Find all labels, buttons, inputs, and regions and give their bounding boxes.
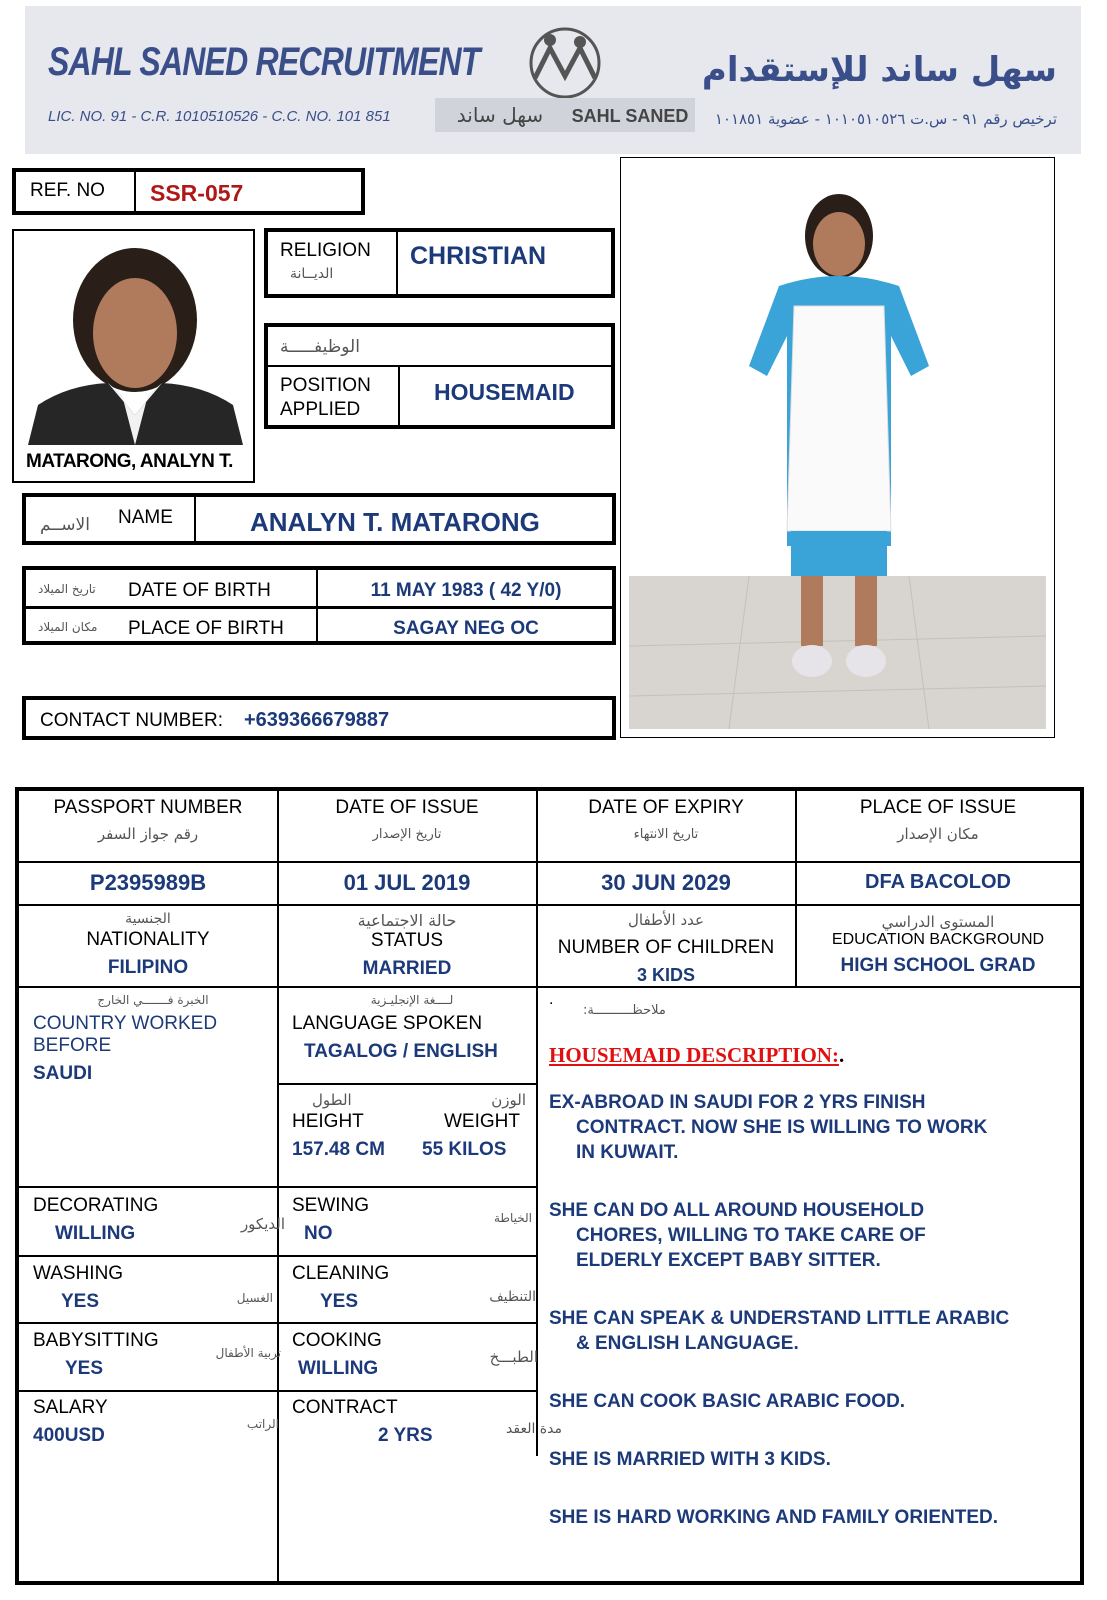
- license-info: LIC. NO. 91 - C.R. 1010510526 - C.C. NO. 101 851: [48, 108, 391, 125]
- name-label: NAME: [118, 507, 173, 528]
- dob-value: 11 MAY 1983 ( 42 Y/0): [370, 580, 562, 601]
- passport-number-header: PASSPORT NUMBER رقم جواز السفر: [53, 797, 243, 843]
- portrait-photo: [28, 245, 243, 445]
- religion-label-arabic: الديــانة: [290, 266, 334, 282]
- ref-number-box: [12, 168, 365, 215]
- date-of-issue-value: 01 JUL 2019: [343, 870, 471, 895]
- company-name: SAHL SANED RECRUITMENT: [48, 40, 480, 84]
- cooking-cell: COOKING WILLING الطبـــخ: [292, 1330, 538, 1379]
- description-item: SHE CAN COOK BASIC ARABIC FOOD.: [549, 1391, 906, 1412]
- nationality-cell: الجنسية NATIONALITY FILIPINO: [86, 911, 210, 978]
- birth-info-box: [22, 566, 616, 645]
- divider: [134, 168, 136, 215]
- height-cell: الطول HEIGHT 157.48 CM: [292, 1091, 385, 1160]
- contact-value: +639366679887: [244, 709, 390, 731]
- logo-text-arabic: سهل ساند: [456, 103, 544, 127]
- sewing-cell: SEWING NO الخياطة: [292, 1195, 532, 1244]
- dob-label-arabic: تاريخ الميلاد: [38, 582, 96, 596]
- description-item: SHE CAN DO ALL AROUND HOUSEHOLD CHORES, WILLING TO TAKE CARE OF ELDERLY EXCEPT BABY SITTER.: [549, 1200, 926, 1271]
- babysitting-cell: BABYSITTING YES تربية الأطفال: [33, 1330, 281, 1379]
- position-box: [264, 323, 615, 429]
- license-info-arabic: ترخيص رقم ٩١ - س.ت ١٠١٠٥١٠٥٢٦ - عضوية ١٠١٨٥١: [714, 110, 1057, 128]
- place-of-issue-value: DFA BACOLOD: [865, 871, 1011, 893]
- contract-cell: CONTRACT 2 YRS مدة العقد: [292, 1397, 562, 1446]
- washing-cell: WASHING YES الغسيل: [33, 1263, 273, 1312]
- date-of-expiry-header: DATE OF EXPIRY تاريخ الانتهاء: [588, 797, 744, 842]
- description-item: EX-ABROAD IN SAUDI FOR 2 YRS FINISH CONTRACT. NOW SHE IS WILLING TO WORK IN KUWAIT.: [549, 1092, 988, 1163]
- description-item: SHE IS MARRIED WITH 3 KIDS.: [549, 1449, 831, 1470]
- date-of-issue-header: DATE OF ISSUE تاريخ الإصدار: [335, 797, 479, 842]
- name-box: [22, 493, 616, 545]
- religion-box: [264, 228, 615, 298]
- position-value: HOUSEMAID: [434, 379, 575, 405]
- ref-label: REF. NO: [30, 180, 105, 201]
- passport-photo-frame: [12, 229, 255, 483]
- name-label-arabic: الاســم: [40, 515, 90, 535]
- company-logo: [425, 18, 705, 138]
- religion-value: CHRISTIAN: [410, 242, 547, 270]
- contact-box: [22, 696, 616, 740]
- company-name-arabic: سهل ساند للإستقدام: [701, 50, 1057, 90]
- description-list: [549, 1090, 1074, 1530]
- position-label: POSITION: [280, 375, 371, 396]
- description-item: SHE IS HARD WORKING AND FAMILY ORIENTED.: [549, 1507, 998, 1528]
- experience-cell: الخبرة فـــــــي الخارج COUNTRY WORKED BEFORE SAUDI: [33, 993, 218, 1084]
- date-of-expiry-value: 30 JUN 2029: [601, 870, 731, 895]
- decorating-cell: DECORATING WILLING الديكور: [33, 1195, 285, 1244]
- weight-cell: الوزن WEIGHT 55 KILOS: [422, 1091, 526, 1160]
- pob-label-arabic: مكان الميلاد: [38, 620, 98, 634]
- logo-text-english: SAHL SANED: [571, 106, 689, 126]
- description-title: HOUSEMAID DESCRIPTION:: [549, 1043, 839, 1067]
- children-cell: عدد الأطفال NUMBER OF CHILDREN 3 KIDS: [557, 911, 775, 985]
- language-cell: لــــغة الإنجليـزية LANGUAGE SPOKEN TAGALOG / ENGLISH: [292, 993, 498, 1062]
- description-item: SHE CAN SPEAK & UNDERSTAND LITTLE ARABIC & ENGLISH LANGUAGE.: [549, 1308, 1010, 1354]
- religion-label: RELIGION: [280, 240, 371, 261]
- status-cell: حالة الاجتماعية STATUS MARRIED: [357, 911, 457, 979]
- dob-label: DATE OF BIRTH: [128, 580, 271, 601]
- position-label-arabic: الوظيفـــــة: [280, 337, 360, 357]
- pob-label: PLACE OF BIRTH: [128, 618, 284, 639]
- place-of-issue-header: PLACE OF ISSUE مكان الإصدار: [859, 797, 1017, 843]
- name-value: ANALYN T. MATARONG: [250, 507, 540, 537]
- photo-caption: MATARONG, ANALYN T.: [26, 451, 233, 472]
- full-body-photo: [629, 166, 1046, 729]
- cleaning-cell: CLEANING YES التنظيف: [292, 1263, 536, 1312]
- remarks-section: . ملاحظــــــــــة: HOUSEMAID DESCRIPTION:. EX-ABROAD IN SAUDI FOR 2 YRS FINISH CONTRACT. NOW SHE IS WILLING TO WORK IN KUWAIT. SHE CAN DO ALL AROUND HOUSEHOLD CHORES, WILLING TO TAKE CARE OF ELDERLY EXCEPT BABY SITTER. SHE CAN SPEAK & UNDERSTAND LITTLE ARABIC & ENGLISH LANGUAGE. SHE CAN COOK BASIC ARABIC FOOD. SHE IS MARRIED WITH 3 KIDS. SHE IS HARD WORKING AND FAMILY ORIENTED.: [549, 991, 1074, 1563]
- details-table: [15, 787, 1084, 1585]
- ref-value: SSR-057: [150, 180, 244, 206]
- full-body-photo-frame: [620, 157, 1055, 738]
- education-cell: المستوى الدراسي EDUCATION BACKGROUND HIGH SCHOOL GRAD: [831, 913, 1045, 976]
- passport-number-value: P2395989B: [89, 870, 207, 895]
- pob-value: SAGAY NEG OC: [393, 618, 539, 639]
- salary-cell: SALARY 400USD الراتب: [33, 1397, 279, 1446]
- position-label-2: APPLIED: [280, 399, 361, 420]
- contact-label: CONTACT NUMBER:: [40, 710, 223, 731]
